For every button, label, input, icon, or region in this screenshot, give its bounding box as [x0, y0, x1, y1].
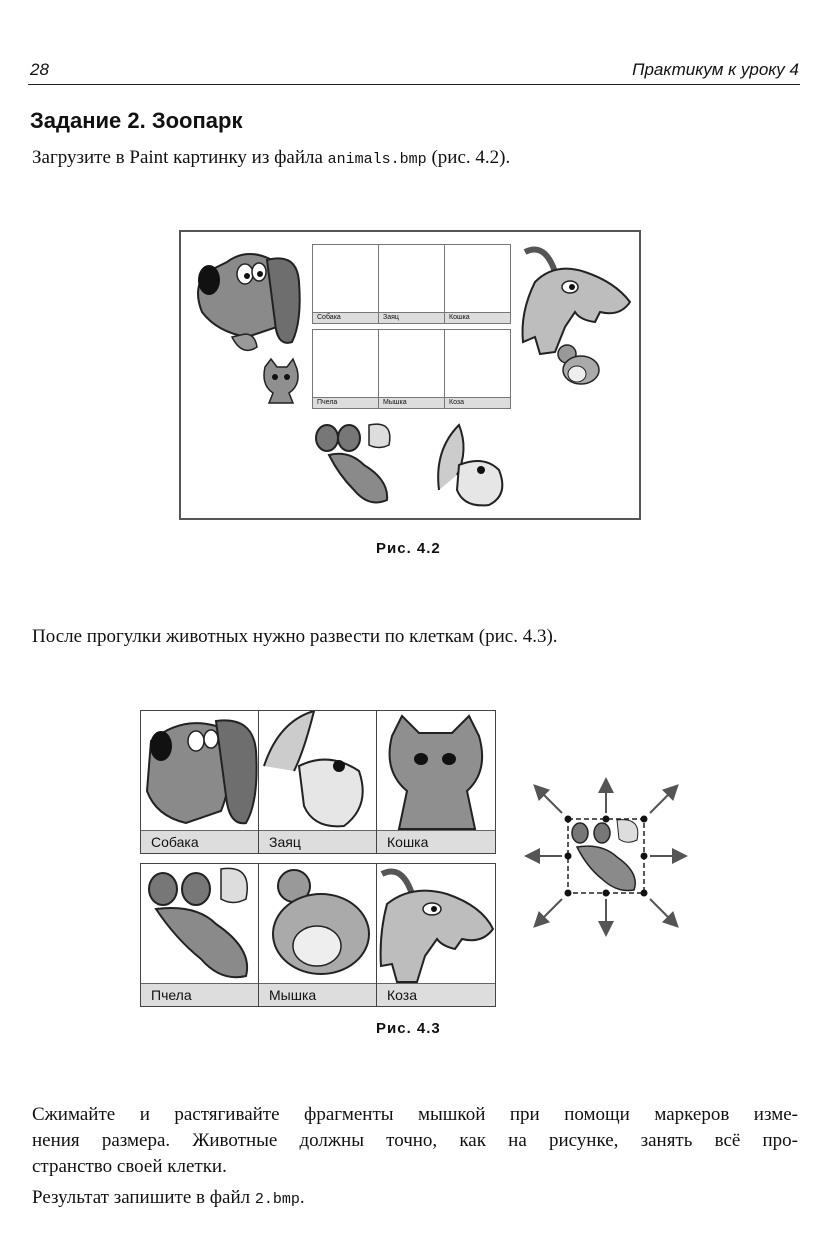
cage-label: Коза [445, 397, 510, 408]
cage-cell [258, 710, 378, 854]
cage-cell [258, 863, 378, 1007]
bee-drawing [309, 420, 404, 510]
cage-cell [378, 244, 445, 324]
cage-cell [376, 710, 496, 854]
hare-drawing [259, 711, 377, 831]
task-title: Задание 2. Зоопарк [30, 108, 243, 133]
cage-label: Заяц [259, 830, 377, 853]
page-number: 28 [30, 60, 49, 79]
cage-cell [376, 863, 496, 1007]
result-filename: 2.bmp [254, 1191, 300, 1208]
mouse-drawing [555, 342, 605, 388]
cage-cell [312, 244, 379, 324]
paragraph-3-line: Сжимайте и растягивайте фрагменты мышкой при помощи маркеров изме- [32, 1104, 798, 1125]
paragraph-3-line: странство своей клетки. [32, 1156, 227, 1177]
cage-label: Заяц [379, 312, 444, 323]
cage-label: Мышка [379, 397, 444, 408]
intro-paragraph [32, 145, 510, 173]
result-text-end: . [299, 1187, 305, 1208]
paragraph-3-line: нения размера. Животные должны точно, как на рисунке, занять всё про- [32, 1130, 798, 1151]
cage-label: Кошка [377, 830, 495, 853]
cage-label: Пчела [313, 397, 378, 408]
bee-drawing [141, 864, 259, 984]
selected-bee-icon [572, 820, 638, 891]
result-paragraph [32, 1185, 305, 1213]
resize-handles-illustration [522, 775, 690, 940]
cage-cell [140, 863, 260, 1007]
dog-drawing [141, 711, 259, 831]
cage-cell [444, 244, 511, 324]
cage-label: Собака [141, 830, 259, 853]
cage-label: Коза [377, 983, 495, 1006]
goat-drawing [377, 864, 495, 984]
figure-4-3-caption: Рис. 4.3 [376, 1020, 441, 1037]
paragraph-2: После прогулки животных нужно развести по клеткам (рис. 4.3). [32, 626, 558, 647]
cage-label: Мышка [259, 983, 377, 1006]
paragraph-3 [32, 1102, 798, 1180]
cage-label: Собака [313, 312, 378, 323]
hare-drawing [429, 420, 514, 510]
intro-filename: animals.bmp [327, 151, 427, 168]
cage-label: Пчела [141, 983, 259, 1006]
cage-cell [140, 710, 260, 854]
cat-drawing [259, 357, 303, 405]
figure-4-2-caption: Рис. 4.2 [376, 540, 441, 557]
figure-4-3 [140, 710, 496, 1007]
header-rule [28, 84, 800, 85]
cage-cell [378, 329, 445, 409]
intro-text: Загрузите в Paint картинку из файла [32, 147, 328, 168]
figure-4-2 [179, 230, 641, 520]
dog-drawing [187, 242, 305, 362]
running-title: Практикум к уроку 4 [632, 60, 799, 79]
result-text: Результат запишите в файл [32, 1187, 255, 1208]
cat-drawing [377, 711, 495, 831]
cage-cell [444, 329, 511, 409]
cage-label: Кошка [445, 312, 510, 323]
cage-cell [312, 329, 379, 409]
intro-text-end: (рис. 4.2). [426, 147, 511, 168]
mouse-drawing [259, 864, 377, 984]
